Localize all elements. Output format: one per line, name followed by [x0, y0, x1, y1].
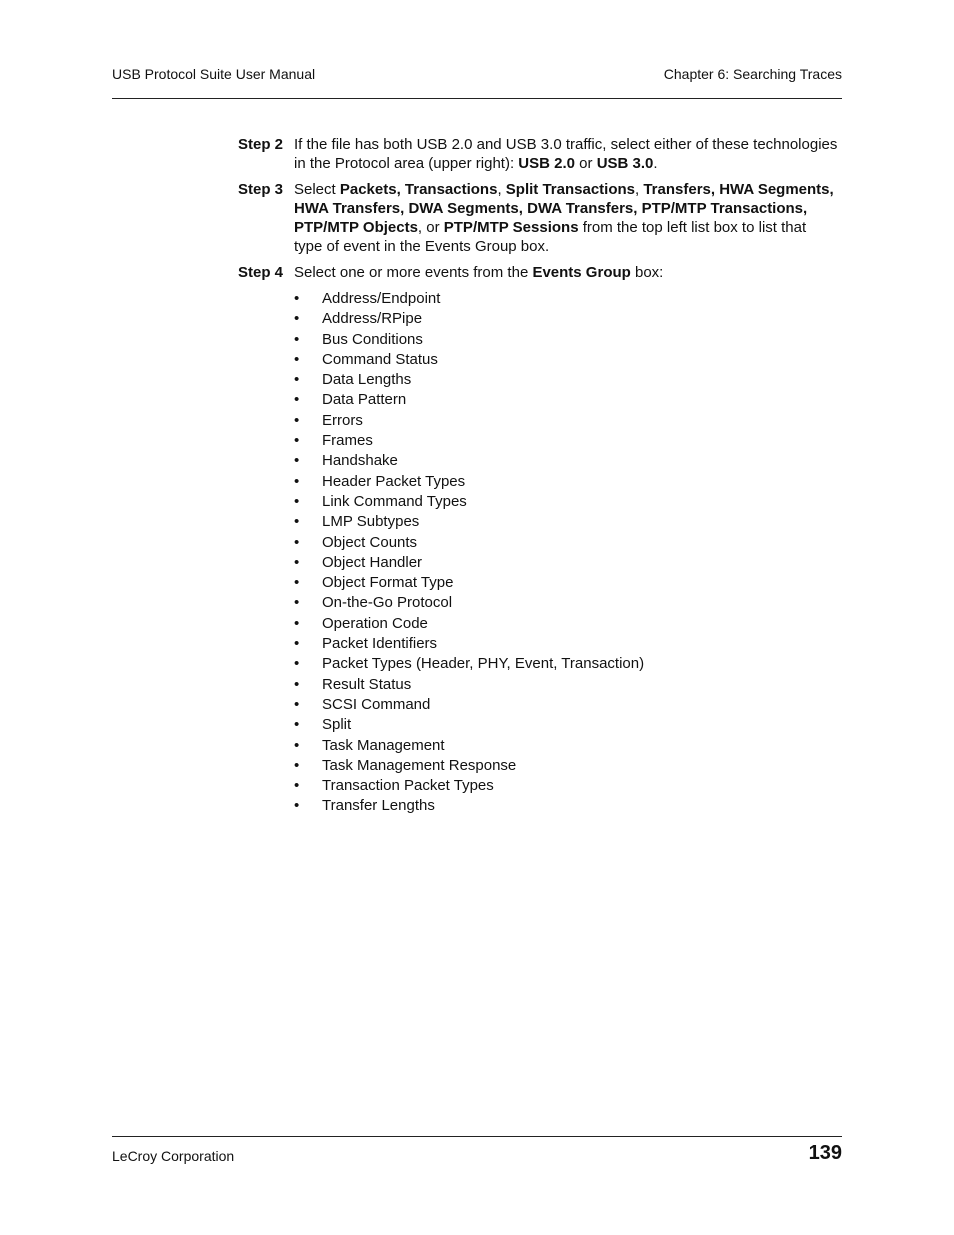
event-list-item	[294, 695, 644, 715]
event-list-item	[294, 614, 644, 634]
bullet-icon: •	[294, 716, 300, 734]
bullet-icon: •	[294, 350, 300, 368]
event-label: Object Handler	[322, 553, 423, 571]
event-list-item	[294, 390, 644, 410]
event-list-item	[294, 736, 644, 756]
page-number: 139	[808, 1142, 842, 1164]
event-list-item	[294, 451, 644, 471]
event-label: Packet Identifiers	[322, 635, 438, 653]
bullet-icon: •	[294, 756, 300, 774]
step-4-text: Select one or more events from the Events Group box:	[294, 264, 664, 281]
event-list-item	[294, 289, 644, 309]
bullet-icon: •	[294, 614, 300, 632]
bullet-icon: •	[294, 290, 300, 307]
step-3-label: Step 3	[238, 181, 284, 198]
event-list-item	[294, 654, 644, 674]
bullet-icon: •	[294, 777, 300, 795]
event-label: Packet Types (Header, PHY, Event, Transaction)	[322, 655, 645, 673]
event-label: On-the-Go Protocol	[322, 594, 453, 612]
event-label: LMP Subtypes	[322, 513, 420, 531]
event-list-item	[294, 776, 644, 796]
event-list-item	[294, 411, 644, 431]
event-list-item	[294, 512, 644, 532]
event-list-item	[294, 573, 644, 593]
bullet-icon: •	[294, 553, 300, 571]
bullet-icon: •	[294, 472, 300, 490]
event-list-item	[294, 533, 644, 553]
bullet-icon: •	[294, 695, 300, 713]
step-4-label: Step 4	[238, 264, 284, 281]
event-list-item	[294, 350, 644, 370]
event-label: Errors	[322, 411, 363, 429]
event-list-item	[294, 492, 644, 512]
event-label: SCSI Command	[322, 695, 431, 713]
step-2-text: If the file has both USB 2.0 and USB 3.0 traffic, select either of these technologies in the Protocol area (upper right): USB 2.0 or USB 3.0.	[294, 136, 838, 172]
bullet-icon: •	[294, 635, 300, 653]
bullet-icon: •	[294, 513, 300, 531]
bullet-icon: •	[294, 391, 300, 409]
bullet-icon: •	[294, 411, 300, 429]
event-list-item	[294, 553, 644, 573]
bullet-icon: •	[294, 371, 300, 389]
event-label: Link Command Types	[322, 492, 467, 510]
bullet-icon: •	[294, 736, 300, 754]
event-list-item	[294, 593, 644, 613]
event-list-item	[294, 309, 644, 329]
event-label: Result Status	[322, 675, 412, 693]
step-2	[238, 135, 838, 173]
event-list-item	[294, 472, 644, 492]
event-label: Object Format Type	[322, 574, 454, 592]
bullet-icon: •	[294, 310, 300, 328]
event-list-item	[294, 431, 644, 451]
bullet-icon: •	[294, 452, 300, 470]
footer-divider	[112, 1136, 842, 1137]
bullet-icon: •	[294, 492, 300, 510]
event-list-item	[294, 634, 644, 654]
step-3-text: Select Packets, Transactions, Split Transactions, Transfers, HWA Segments, HWA Transfers, DWA Segments, DWA Transfers, PTP/MTP Transactions, PTP/MTP Objects, or PTP/MTP Sessions from the top left list box to list that type of event in the Events Group box.	[294, 181, 834, 255]
event-label: Data Lengths	[322, 371, 412, 389]
step-4	[238, 263, 838, 282]
header-chapter-title: Chapter 6: Searching Traces	[663, 66, 842, 82]
bullet-icon: •	[294, 594, 300, 612]
event-list-item	[294, 370, 644, 390]
event-label: Operation Code	[322, 614, 428, 632]
event-label: Transaction Packet Types	[322, 777, 494, 795]
event-label: Frames	[322, 432, 373, 450]
bullet-icon: •	[294, 330, 300, 348]
step-3	[238, 180, 838, 256]
bullet-icon: •	[294, 574, 300, 592]
event-list-item	[294, 756, 644, 776]
event-label: Header Packet Types	[322, 472, 466, 490]
bullet-icon: •	[294, 432, 300, 450]
event-label: Transfer Lengths	[322, 797, 435, 815]
event-list-item	[294, 330, 644, 350]
event-label: Address/Endpoint	[322, 290, 441, 307]
event-list-item	[294, 796, 644, 816]
event-label: Task Management Response	[322, 756, 517, 774]
step-2-label: Step 2	[238, 136, 284, 153]
event-label: Data Pattern	[322, 391, 407, 409]
event-label: Handshake	[322, 452, 398, 470]
footer-company: LeCroy Corporation	[112, 1148, 235, 1164]
bullet-icon: •	[294, 533, 300, 551]
bullet-icon: •	[294, 797, 300, 815]
events-group-list	[294, 289, 644, 817]
event-label: Address/RPipe	[322, 310, 423, 328]
bullet-icon: •	[294, 675, 300, 693]
header-manual-title: USB Protocol Suite User Manual	[112, 66, 316, 82]
event-label: Task Management	[322, 736, 445, 754]
event-label: Bus Conditions	[322, 330, 423, 348]
event-label: Split	[322, 716, 352, 734]
event-list-item	[294, 715, 644, 735]
header-divider	[112, 98, 842, 99]
event-label: Object Counts	[322, 533, 418, 551]
event-label: Command Status	[322, 350, 438, 368]
event-list-item	[294, 675, 644, 695]
bullet-icon: •	[294, 655, 300, 673]
